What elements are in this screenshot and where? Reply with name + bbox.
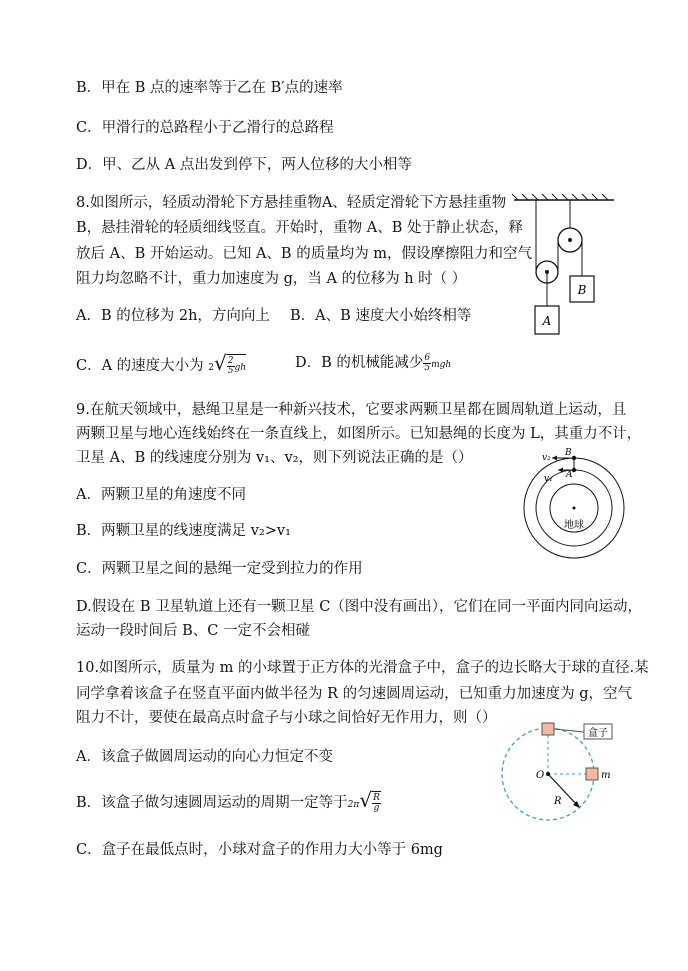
label-r: R bbox=[554, 796, 562, 807]
q10-option-b-denominator: g bbox=[373, 802, 380, 813]
prev-option-c: C．甲滑行的总路程小于乙滑行的总路程 bbox=[76, 120, 334, 136]
q8-option-c-fraction bbox=[227, 357, 235, 376]
q9-option-d-line-2: 运动一段时间后 B、C 一定不会相碰 bbox=[76, 623, 310, 639]
label-b: B bbox=[565, 448, 572, 458]
box-top bbox=[542, 723, 554, 735]
q8-option-d-fraction bbox=[423, 354, 431, 373]
q10-stem-line-1: 10.如图所示，质量为 m 的小球置于正方体的光滑盒子中，盒子的边长略大于球的直径.某 bbox=[76, 660, 649, 676]
pulley-diagram bbox=[510, 192, 620, 342]
v1-arrow-icon bbox=[558, 468, 563, 473]
q8-option-c-prefix: C．A 的速度大小为 bbox=[76, 358, 204, 374]
q8-option-c-denominator: 5 bbox=[227, 365, 234, 376]
q8-option-d bbox=[295, 353, 451, 375]
prev-option-d: D．甲、乙从 A 点出发到停下，两人位移的大小相等 bbox=[76, 157, 412, 173]
q10-option-b-coef: 2π bbox=[347, 800, 360, 810]
q8-option-b: B．A、B 速度大小始终相等 bbox=[290, 308, 472, 324]
q8-stem-line-1: 8.如图所示，轻质动滑轮下方悬挂重物A、轻质定滑轮下方悬挂重物 bbox=[76, 195, 507, 211]
label-earth: 地球 bbox=[564, 520, 584, 531]
q10-option-b bbox=[76, 790, 381, 815]
prev-option-b: B．甲在 B 点的速率等于乙在 B′点的速率 bbox=[76, 80, 343, 96]
q8-option-d-prefix: D．B 的机械能减少 bbox=[295, 355, 424, 371]
q8-option-c-radicand bbox=[227, 354, 246, 378]
q10-stem-line-3: 阻力不计，要使在最高点时盒子与小球之间恰好无作用力，则（） bbox=[76, 710, 497, 726]
satellite-orbit-diagram bbox=[520, 444, 632, 556]
q8-option-d-numerator: 6 bbox=[424, 352, 431, 363]
sqrt-sign: √ bbox=[359, 788, 373, 812]
satellite-b bbox=[572, 456, 576, 460]
label-a: A bbox=[566, 470, 573, 480]
q8-option-d-denominator: 5 bbox=[424, 362, 431, 373]
q9-option-d-line-1: D.假设在 B 卫星轨道上还有一颗卫星 C（图中没有画出），它们在同一平面内同向运动， bbox=[76, 599, 643, 615]
q10-option-a: A．该盒子做圆周运动的向心力恒定不变 bbox=[76, 749, 333, 765]
q10-option-b-radicand bbox=[372, 791, 381, 813]
q9-stem-line-2: 两颗卫星与地心连线始终在一条直线上，如图所示。已知悬绳的长度为 L，其重力不计， bbox=[76, 426, 642, 442]
q9-stem-line-3: 卫星 A、B 的线速度分别为 v₁、v₂，则下列说法正确的是（） bbox=[76, 450, 473, 466]
v2-arrow-icon bbox=[552, 456, 557, 461]
q8-stem-line-2: B，悬挂滑轮的轻质细线竖直。开始时，重物 A、B 处于静止状态，释 bbox=[76, 220, 523, 236]
label-v1: v₁ bbox=[544, 474, 553, 484]
q9-option-c: C．两颗卫星之间的悬绳一定受到拉力的作用 bbox=[76, 561, 363, 577]
box-right bbox=[586, 768, 598, 780]
q8-option-c-numerator: 2 bbox=[227, 355, 234, 366]
q8-option-d-tail: mgh bbox=[431, 360, 452, 370]
q9-stem-line-1: 9.在航天领域中，悬绳卫星是一种新兴技术，它要求两颗卫星都在圆周轨道上运动，且 bbox=[76, 402, 627, 418]
q8-option-c-coef: 2 bbox=[208, 363, 215, 373]
q8-option-c bbox=[76, 353, 246, 378]
q10-option-b-fraction bbox=[372, 794, 381, 813]
q10-option-c: C．盒子在最低点时，小球对盒子的作用力大小等于 6mg bbox=[76, 842, 443, 858]
label-v2: v₂ bbox=[542, 453, 551, 463]
q9-option-b: B．两颗卫星的线速度满足 v₂>v₁ bbox=[76, 523, 291, 539]
q8-stem-line-3: 放后 A、B 开始运动。已知 A、B 的质量均为 m，假设摩擦阻力和空气 bbox=[76, 246, 533, 262]
q8-option-a: A．B 的位移为 2h，方向向上 bbox=[76, 308, 270, 324]
q8-option-c-tail: gh bbox=[234, 363, 247, 373]
q10-option-b-numerator: R bbox=[373, 792, 380, 803]
sqrt-sign: √ bbox=[214, 351, 227, 375]
label-m: m bbox=[601, 770, 611, 781]
label-box: 盒子 bbox=[588, 728, 608, 739]
label-a: A bbox=[542, 314, 552, 328]
q10-option-b-prefix: B．该盒子做匀速圆周运动的周期一定等于 bbox=[76, 795, 348, 811]
label-o: O bbox=[536, 770, 545, 781]
box-circular-motion-diagram bbox=[500, 720, 630, 842]
label-b: B bbox=[577, 283, 587, 297]
q10-stem-line-2: 同学拿着该盒子在竖直平面内做半径为 R 的匀速圆周运动，已知重力加速度为 g，空气 bbox=[76, 686, 633, 702]
q9-option-a: A．两颗卫星的角速度不同 bbox=[76, 487, 246, 503]
q8-stem-line-4: 阻力均忽略不计，重力加速度为 g，当 A 的位移为 h 时（ ） bbox=[76, 271, 467, 287]
